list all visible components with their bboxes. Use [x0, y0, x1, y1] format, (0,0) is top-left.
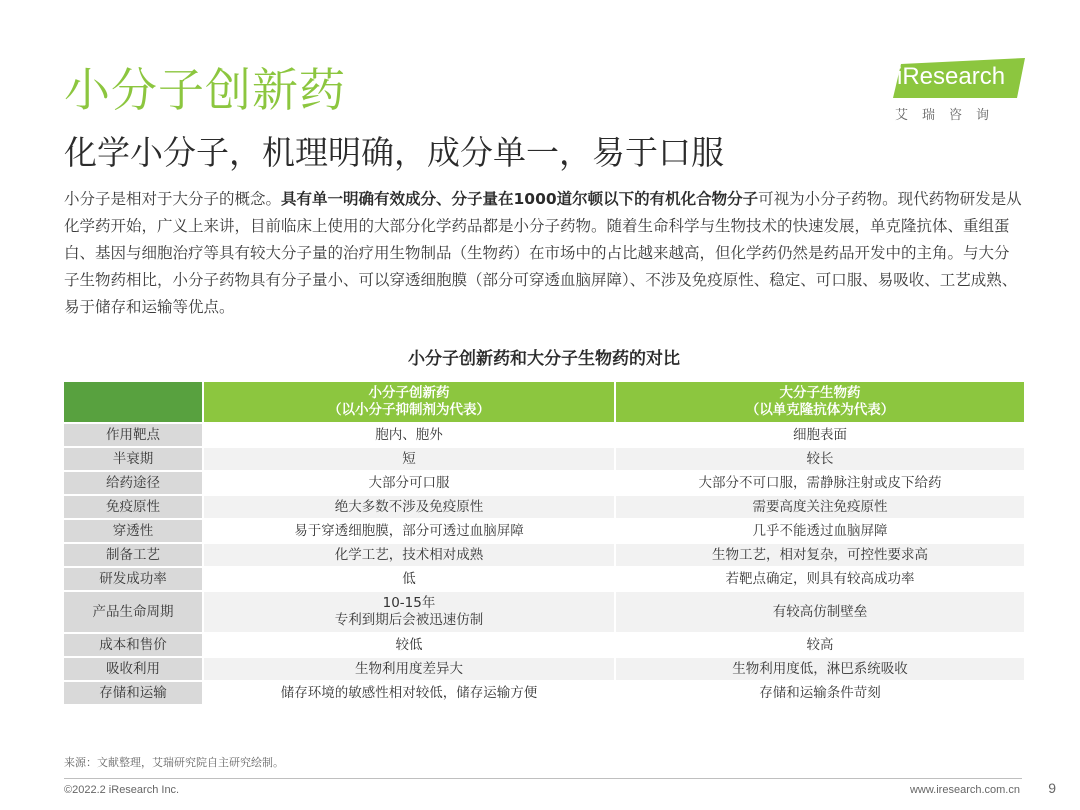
row-label: 吸收利用 — [64, 658, 202, 680]
row-label: 存储和运输 — [64, 682, 202, 704]
row-label: 产品生命周期 — [64, 592, 202, 632]
copyright-text: ©2022.2 iResearch Inc. — [64, 784, 180, 796]
large-molecule-cell: 几乎不能透过血脑屏障 — [614, 520, 1024, 542]
row-label: 研发成功率 — [64, 568, 202, 590]
table-row — [64, 544, 1024, 566]
page-subtitle: 化学小分子，机理明确，成分单一，易于口服 — [64, 133, 724, 172]
large-molecule-cell: 若靶点确定，则具有较高成功率 — [614, 568, 1024, 590]
large-molecule-cell: 有较高仿制壁垒 — [614, 592, 1024, 632]
logo-brand-text: iResearch — [897, 63, 1006, 90]
small-molecule-cell: 较低 — [202, 634, 614, 656]
small-molecule-cell — [202, 592, 614, 632]
header-small-line1: 小分子创新药 — [368, 385, 450, 401]
small-molecule-cell: 生物利用度差异大 — [202, 658, 614, 680]
row-label: 成本和售价 — [64, 634, 202, 656]
comparison-table — [64, 380, 1024, 706]
large-molecule-cell: 较长 — [614, 448, 1024, 470]
iresearch-logo — [893, 58, 1028, 124]
logo-brand-cn: 艾瑞咨询 — [895, 108, 1004, 123]
header-small-line2: （以小分子抑制剂为代表） — [328, 402, 490, 418]
footer-divider — [64, 778, 1022, 779]
table-row — [64, 592, 1024, 632]
small-molecule-cell: 低 — [202, 568, 614, 590]
intro-text-1: 小分子是相对于大分子的概念。 — [64, 190, 282, 208]
table-row — [64, 472, 1024, 494]
row-label: 制备工艺 — [64, 544, 202, 566]
row-label: 半衰期 — [64, 448, 202, 470]
large-molecule-cell: 存储和运输条件苛刻 — [614, 682, 1024, 704]
table-row — [64, 520, 1024, 542]
row-label: 穿透性 — [64, 520, 202, 542]
page-number: 9 — [1048, 780, 1056, 796]
table-row — [64, 424, 1024, 446]
small-molecule-cell: 化学工艺，技术相对成熟 — [202, 544, 614, 566]
table-row — [64, 682, 1024, 704]
table-row — [64, 496, 1024, 518]
intro-paragraph — [64, 186, 1024, 321]
header-corner-cell — [64, 382, 202, 422]
large-molecule-cell: 大部分不可口服，需静脉注射或皮下给药 — [614, 472, 1024, 494]
table-header-row — [64, 382, 1024, 422]
header-large-line1: 大分子生物药 — [779, 385, 861, 401]
small-molecule-cell: 大部分可口服 — [202, 472, 614, 494]
small-molecule-cell: 绝大多数不涉及免疫原性 — [202, 496, 614, 518]
row-label: 作用靶点 — [64, 424, 202, 446]
website-link[interactable]: www.iresearch.com.cn — [909, 784, 1020, 796]
table-row — [64, 568, 1024, 590]
page-title: 小分子创新药 — [64, 63, 346, 117]
large-molecule-cell: 需要高度关注免疫原性 — [614, 496, 1024, 518]
header-large-line2: （以单克隆抗体为代表） — [745, 402, 895, 418]
small-molecule-cell: 易于穿透细胞膜，部分可透过血脑屏障 — [202, 520, 614, 542]
large-molecule-cell: 较高 — [614, 634, 1024, 656]
small-molecule-cell: 胞内、胞外 — [202, 424, 614, 446]
cell-line-1: 10-15年 — [382, 595, 436, 611]
header-large-molecule — [614, 382, 1024, 422]
table-row — [64, 658, 1024, 680]
row-label: 给药途径 — [64, 472, 202, 494]
large-molecule-cell: 细胞表面 — [614, 424, 1024, 446]
table-row — [64, 634, 1024, 656]
table-title: 小分子创新药和大分子生物药的对比 — [408, 349, 680, 369]
large-molecule-cell: 生物工艺，相对复杂，可控性要求高 — [614, 544, 1024, 566]
intro-text-2: 可视为小分子药物。现代药物研发是从化学药开始，广义上来讲，目前临床上使用的大部分化学药品都是小分子药物。随着生命科学与生物技术的快速发展，单克隆抗体、重组蛋白、基因与细胞治疗等具有较大分子量的治疗用生物制品（生物药）在市场中的占比越来越高，但化学药仍然是药品开发中的主角。与大分子生物药相比，小分子药物具有分子量小、可以穿透细胞膜（部分可穿透血脑屏障）、不涉及免疫原性、稳定、可口服、易吸收、工艺成熟、易于储存和运输等优点。 — [64, 190, 1022, 316]
header-small-molecule — [202, 382, 614, 422]
source-note: 来源：文献整理，艾瑞研究院自主研究绘制。 — [64, 756, 284, 769]
large-molecule-cell: 生物利用度低，淋巴系统吸收 — [614, 658, 1024, 680]
small-molecule-cell: 短 — [202, 448, 614, 470]
cell-line-2: 专利到期后会被迅速仿制 — [334, 612, 484, 628]
intro-bold-text: 具有单一明确有效成分、分子量在1000道尔顿以下的有机化合物分子 — [281, 190, 759, 208]
table-row — [64, 448, 1024, 470]
row-label: 免疫原性 — [64, 496, 202, 518]
small-molecule-cell: 储存环境的敏感性相对较低，储存运输方便 — [202, 682, 614, 704]
